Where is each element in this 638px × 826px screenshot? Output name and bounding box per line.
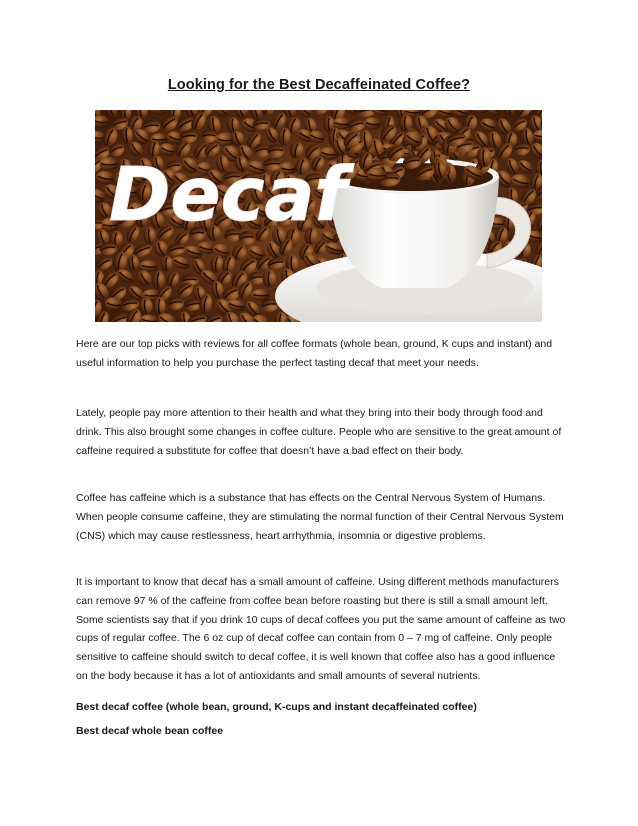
coffee-bean [161, 256, 173, 272]
hero-image [95, 110, 542, 322]
paragraph-health: Lately, people pay more attention to their health and what they bring into their body through food and drink. This also brought some changes in coffee culture. People who are sensitive to the great amount of caffeine required a substitute for coffee that doesn’t have a bad effect on their body. [76, 407, 562, 457]
paragraph-caffeine: Coffee has caffeine which is a substance that has effects on the Central Nervous System of Humans. When people consume caffeine, they are stimulating the normal function of their Central Nervous System (CNS) which may cause restlessness, heart arrhythmia, insomnia or digestive problems. [76, 492, 564, 542]
heading-best-decaf: Best decaf coffee (whole bean, ground, K-cups and instant decaffeinated coffee) [76, 701, 477, 713]
hero-decaf-text: Decaf [109, 152, 347, 238]
page-title: Looking for the Best Decaffeinated Coffee? [167, 77, 471, 93]
heading-whole-bean: Best decaf whole bean coffee [76, 725, 224, 737]
paragraph-decaf-facts: It is important to know that decaf has a small amount of caffeine. Using different methods manufacturers can remove 97 % of the caffeine from coffee bean before roasting but there is still a small amount left. Some scientists say that if you drink 10 cups of decaf coffees you put the same amount of caffeine as two cups of regular coffee. The 6 oz cup of decaf coffee can contain from 0 – 7 mg of caffeine. Only people sensitive to caffeine should switch to decaf coffee, it is well known that coffee also has a good influence on the body because it has a lot of antioxidants and small amounts of several nutrients. [76, 576, 566, 682]
coffee-cup-with-beans-image [95, 110, 542, 322]
paragraph-intro: Here are our top picks with reviews for all coffee formats (whole bean, ground, K cups and instant) and useful information to help you purchase the perfect tasting decaf that meet your needs. [76, 338, 553, 369]
coffee-bean [154, 297, 166, 316]
